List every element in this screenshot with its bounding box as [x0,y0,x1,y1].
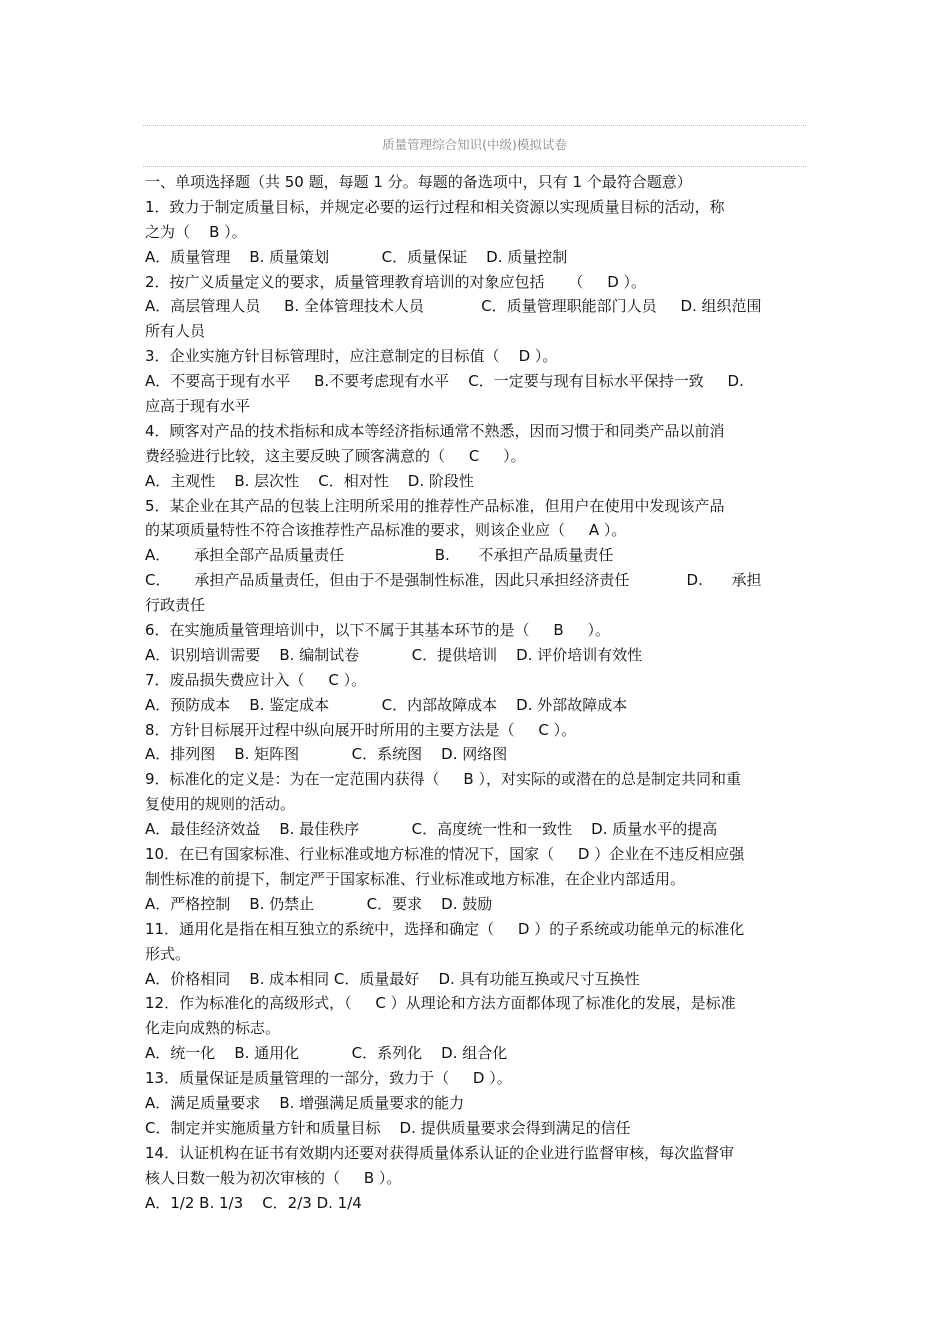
text-line: 7．废品损失费应计入（ C ）。 [145,670,367,689]
text-line: A．价格相同 B. 成本相同 C．质量最好 D. 具有功能互换或尺寸互换性 [145,969,640,988]
text-line: A．排列图 B. 矩阵图 C．系统图 D. 网络图 [145,745,508,764]
text-line: 所有人员 [145,322,206,341]
text-line: 2．按广义质量定义的要求，质量管理教育培训的对象应包括 （ D ）。 [145,272,647,291]
text-line: 之为（ B ）。 [145,222,247,241]
text-line: A．主观性 B. 层次性 C．相对性 D. 阶段性 [145,471,474,490]
header-rule-bottom [143,166,806,167]
text-line: A．统一化 B. 通用化 C．系列化 D. 组合化 [145,1044,508,1063]
text-line: A．高层管理人员 B. 全体管理技术人员 C．质量管理职能部门人员 D. 组织范围 [145,297,762,316]
text-line: 形式。 [145,944,191,963]
header-rule-top [143,125,806,126]
text-line: 13．质量保证是质量管理的一部分，致力于（ D ）。 [145,1069,512,1088]
text-line: A．严格控制 B. 仍禁止 C．要求 D. 鼓励 [145,894,493,913]
text-line: 12．作为标准化的高级形式，（ C ）从理论和方法方面都体现了标准化的发展，是标准 [145,994,736,1013]
text-line: A．最佳经济效益 B. 最佳秩序 C．高度统一性和一致性 D. 质量水平的提高 [145,820,718,839]
text-line: 行政责任 [145,596,206,615]
text-line: 5．某企业在其产品的包装上注明所采用的推荐性产品标准，但用户在使用中发现该产品 [145,496,725,515]
text-line: C． 承担产品质量责任，但由于不是强制性标准，因此只承担经济责任 D. 承担 [145,571,762,590]
text-line: 3．企业实施方针目标管理时，应注意制定的目标值（ D ）。 [145,347,558,366]
text-line: 9．标准化的定义是：为在一定范围内获得（ B ），对实际的或潜在的总是制定共同和重 [145,770,741,789]
text-line: 11．通用化是指在相互独立的系统中，选择和确定（ D ）的子系统或功能单元的标准化 [145,919,745,938]
text-line: 一、单项选择题（共 50 题，每题 1 分。每题的备选项中，只有 1 个最符合题意） [145,173,692,191]
text-line: A．不要高于现有水平 B.不要考虑现有水平 C．一定要与现有目标水平保持一致 D. [145,372,744,391]
text-line: A．1/2 B. 1/3 C．2/3 D. 1/4 [145,1193,362,1212]
text-line: 的某项质量特性不符合该推荐性产品标准的要求，则该企业应（ A ）。 [145,521,627,540]
text-line: 费经验进行比较，这主要反映了顾客满意的（ C ）。 [145,446,526,465]
text-line: 4．顾客对产品的技术指标和成本等经济指标通常不熟悉，因而习惯于和同类产品以前消 [145,421,725,440]
text-line: 制性标准的前提下，制定严于国家标准、行业标准或地方标准，在企业内部适用。 [145,869,686,888]
text-line: 应高于现有水平 [145,397,251,416]
text-line: A．质量管理 B. 质量策划 C．质量保证 D. 质量控制 [145,247,568,266]
text-line: A． 承担全部产品质量责任 B. 不承担产品质量责任 [145,546,614,565]
text-line: 14．认证机构在证书有效期内还要对获得质量体系认证的企业进行监督审核，每次监督审 [145,1143,735,1162]
text-line: 1．致力于制定质量目标，并规定必要的运行过程和相关资源以实现质量目标的活动，称 [145,197,725,216]
text-line: A．预防成本 B. 鉴定成本 C．内部故障成本 D. 外部故障成本 [145,695,628,714]
text-line: 6．在实施质量管理培训中，以下不属于其基本环节的是（ B ）。 [145,621,611,640]
text-line: 核人日数一般为初次审核的（ B ）。 [145,1168,402,1187]
text-line: A．满足质量要求 B. 增强满足质量要求的能力 [145,1093,465,1112]
document-body [145,170,807,1215]
text-line: A．识别培训需要 B. 编制试卷 C．提供培训 D. 评价培训有效性 [145,645,643,664]
text-line: 10．在已有国家标准、行业标准或地方标准的情况下，国家（ D ）企业在不违反相应强 [145,845,745,864]
page-header-title: 质量管理综合知识(中级)模拟试卷 [382,137,567,152]
text-line: 8．方针目标展开过程中纵向展开时所用的主要方法是（ C ）。 [145,720,577,739]
text-line: 化走向成熟的标志。 [145,1019,281,1038]
text-line: C．制定并实施质量方针和质量目标 D. 提供质量要求会得到满足的信任 [145,1118,631,1137]
text-line: 复使用的规则的活动。 [145,795,296,814]
